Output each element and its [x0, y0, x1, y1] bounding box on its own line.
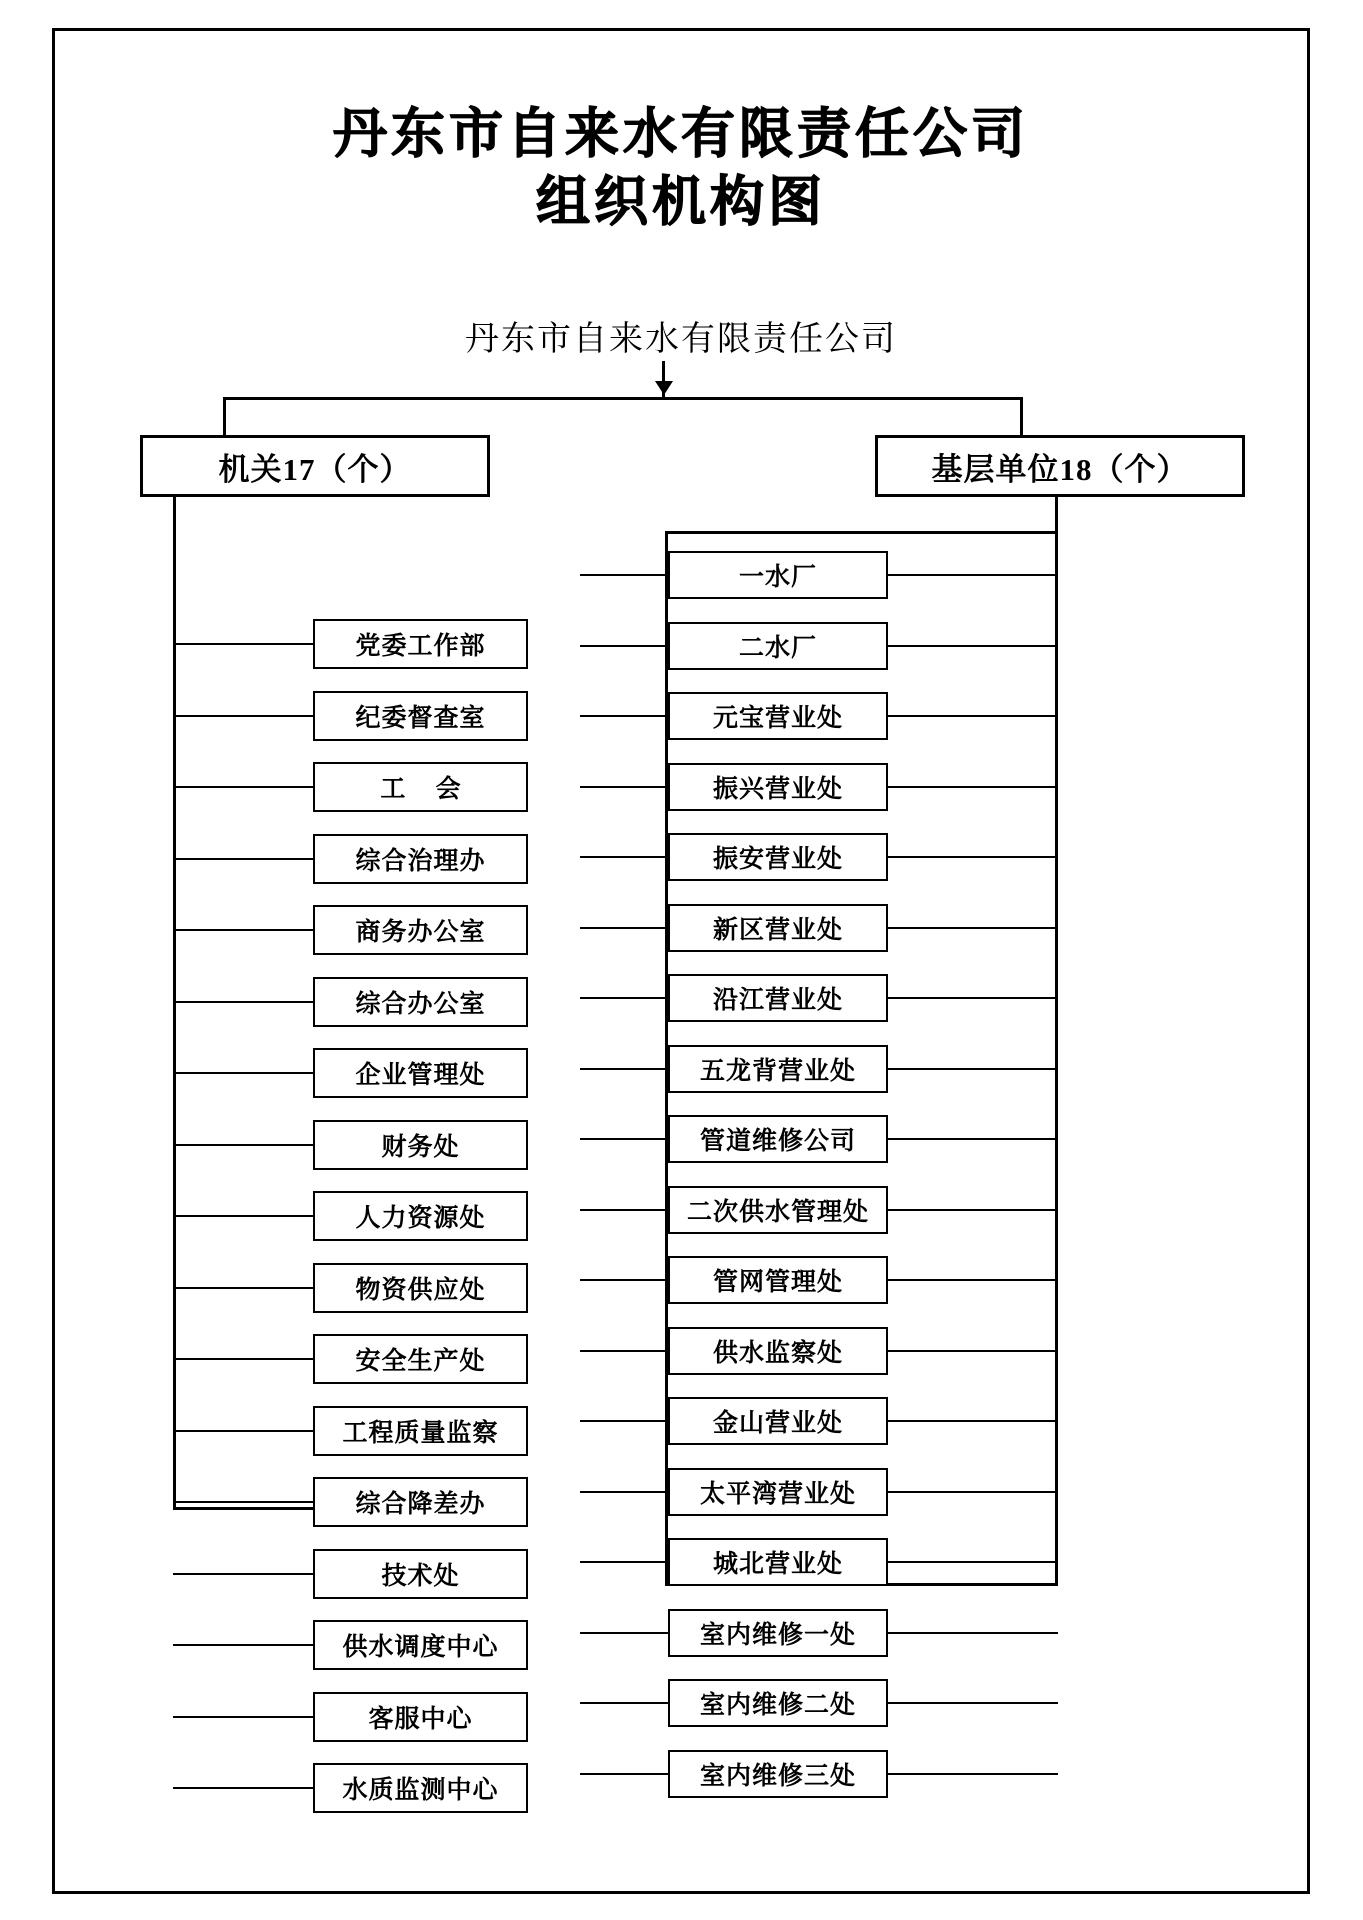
right-connector-right-7: [888, 1068, 1058, 1070]
node-label: 财务处: [381, 1133, 460, 1161]
node-right-5[interactable]: [668, 904, 888, 952]
org-chart-frame: [52, 28, 1310, 1894]
node-label: 工程质量监察: [342, 1419, 499, 1447]
node-label: 新区营业处: [712, 916, 843, 944]
left-connector-16: [173, 1787, 313, 1789]
node-label: 室内维修一处: [699, 1621, 856, 1649]
node-label: 室内维修二处: [699, 1692, 856, 1719]
node-left-6[interactable]: [313, 1048, 528, 1098]
node-right-12[interactable]: [668, 1397, 888, 1445]
group-box-left[interactable]: [140, 435, 490, 497]
node-left-10[interactable]: [313, 1334, 528, 1384]
node-left-1[interactable]: [313, 691, 528, 741]
node-right-17[interactable]: [668, 1750, 888, 1798]
node-label: 室内维修三处: [699, 1762, 856, 1790]
right-connector-9: [580, 1209, 670, 1211]
node-label: 沿江营业处: [712, 987, 843, 1014]
node-label: 太平湾营业处: [699, 1480, 856, 1508]
node-label: 管道维修公司: [699, 1128, 856, 1155]
node-label: 综合治理办: [355, 847, 486, 875]
right-connector-4: [580, 856, 670, 858]
node-left-3[interactable]: [313, 834, 528, 884]
node-label: 二水厂: [738, 634, 817, 662]
right-connector-right-0: [888, 574, 1058, 576]
node-label: 商务办公室: [355, 919, 486, 946]
right-connector-right-17: [888, 1773, 1058, 1775]
node-left-16[interactable]: [313, 1763, 528, 1813]
group-left-label: 机关17（个）: [218, 451, 412, 487]
right-connector-10: [580, 1279, 670, 1281]
right-connector-16: [580, 1702, 670, 1704]
node-right-2[interactable]: [668, 692, 888, 740]
left-connector-15: [173, 1716, 313, 1718]
node-right-9[interactable]: [668, 1186, 888, 1234]
node-label: 振兴营业处: [712, 775, 843, 803]
node-label: 工 会: [380, 776, 473, 803]
right-connector-8: [580, 1138, 670, 1140]
right-connector-7: [580, 1068, 670, 1070]
node-right-10[interactable]: [668, 1256, 888, 1304]
left-connector-1: [173, 715, 313, 717]
node-right-13[interactable]: [668, 1468, 888, 1516]
node-right-3[interactable]: [668, 763, 888, 811]
right-spine-top-link: [665, 531, 1058, 534]
left-connector-6: [173, 1072, 313, 1074]
right-connector-right-14: [888, 1561, 1058, 1563]
node-label: 元宝营业处: [712, 705, 843, 732]
right-connector-right-12: [888, 1420, 1058, 1422]
right-connector-right-3: [888, 786, 1058, 788]
right-connector-right-4: [888, 856, 1058, 858]
node-left-14[interactable]: [313, 1620, 528, 1670]
right-connector-11: [580, 1350, 670, 1352]
right-connector-right-2: [888, 715, 1058, 717]
left-connector-10: [173, 1358, 313, 1360]
left-connector-12: [173, 1501, 313, 1503]
node-right-11[interactable]: [668, 1327, 888, 1375]
right-connector-right-5: [888, 927, 1058, 929]
group-bus-horizontal: [223, 397, 1023, 400]
node-left-5[interactable]: [313, 977, 528, 1027]
node-label: 振安营业处: [712, 846, 843, 873]
node-label: 物资供应处: [355, 1276, 486, 1304]
right-connector-3: [580, 786, 670, 788]
node-right-14[interactable]: [668, 1538, 888, 1586]
node-label: 纪委督查室: [355, 704, 486, 732]
node-right-0[interactable]: [668, 551, 888, 599]
node-label: 一水厂: [738, 564, 817, 591]
right-connector-14: [580, 1561, 670, 1563]
node-label: 城北营业处: [712, 1551, 843, 1578]
node-right-16[interactable]: [668, 1679, 888, 1727]
right-group-drop: [1020, 397, 1023, 435]
left-connector-14: [173, 1644, 313, 1646]
node-label: 供水监察处: [712, 1339, 843, 1367]
node-right-6[interactable]: [668, 974, 888, 1022]
node-label: 技术处: [381, 1562, 460, 1590]
right-connector-6: [580, 997, 670, 999]
group-right-label: 基层单位18（个）: [931, 451, 1189, 487]
left-connector-13: [173, 1573, 313, 1575]
right-connector-13: [580, 1491, 670, 1493]
right-connector-15: [580, 1632, 670, 1634]
root-node-label: 丹东市自来水有限责任公司: [465, 321, 897, 358]
node-left-8[interactable]: [313, 1191, 528, 1241]
right-connector-right-15: [888, 1632, 1058, 1634]
right-connector-right-13: [888, 1491, 1058, 1493]
left-spine-foot: [173, 1507, 333, 1510]
right-connector-0: [580, 574, 670, 576]
node-label: 金山营业处: [712, 1410, 843, 1437]
chart-title-line-1: 丹东市自来水有限责任公司: [333, 104, 1029, 164]
node-right-7[interactable]: [668, 1045, 888, 1093]
node-label: 安全生产处: [355, 1348, 486, 1375]
node-right-15[interactable]: [668, 1609, 888, 1657]
left-connector-0: [173, 643, 313, 645]
right-connector-right-10: [888, 1279, 1058, 1281]
left-connector-3: [173, 858, 313, 860]
node-right-8[interactable]: [668, 1115, 888, 1163]
right-connector-right-16: [888, 1702, 1058, 1704]
right-connector-1: [580, 645, 670, 647]
node-label: 五龙背营业处: [699, 1057, 856, 1085]
left-connector-7: [173, 1144, 313, 1146]
node-label: 客服中心: [368, 1705, 473, 1733]
chart-title-line-2: 组织机构图: [536, 171, 826, 232]
node-label: 综合降差办: [355, 1491, 486, 1518]
left-connector-9: [173, 1287, 313, 1289]
node-left-12[interactable]: [313, 1477, 528, 1527]
node-left-13[interactable]: [313, 1549, 528, 1599]
node-left-2[interactable]: [313, 762, 528, 812]
left-connector-11: [173, 1430, 313, 1432]
node-label: 人力资源处: [355, 1205, 486, 1232]
right-connector-right-8: [888, 1138, 1058, 1140]
node-label: 二次供水管理处: [686, 1198, 869, 1226]
node-left-9[interactable]: [313, 1263, 528, 1313]
right-connector-17: [580, 1773, 670, 1775]
right-connector-2: [580, 715, 670, 717]
right-connector-right-11: [888, 1350, 1058, 1352]
left-connector-2: [173, 786, 313, 788]
node-left-11[interactable]: [313, 1406, 528, 1456]
right-connector-right-9: [888, 1209, 1058, 1211]
left-connector-5: [173, 1001, 313, 1003]
node-label: 综合办公室: [355, 990, 486, 1018]
node-left-0[interactable]: [313, 619, 528, 669]
root-arrow-icon: [655, 381, 673, 395]
chart-title: [55, 101, 1307, 236]
left-connector-8: [173, 1215, 313, 1217]
node-label: 企业管理处: [355, 1062, 486, 1089]
right-connector-right-6: [888, 997, 1058, 999]
node-label: 党委工作部: [355, 633, 486, 660]
node-left-7[interactable]: [313, 1120, 528, 1170]
group-box-right[interactable]: [875, 435, 1245, 497]
left-group-drop: [223, 397, 226, 435]
right-spine-outer: [1055, 497, 1058, 1586]
node-right-1[interactable]: [668, 622, 888, 670]
node-left-4[interactable]: [313, 905, 528, 955]
node-label: 供水调度中心: [342, 1634, 499, 1661]
right-connector-5: [580, 927, 670, 929]
left-connector-4: [173, 929, 313, 931]
node-right-4[interactable]: [668, 833, 888, 881]
node-label: 水质监测中心: [342, 1777, 499, 1804]
node-left-15[interactable]: [313, 1692, 528, 1742]
node-label: 管网管理处: [712, 1269, 843, 1296]
right-connector-right-1: [888, 645, 1058, 647]
right-connector-12: [580, 1420, 670, 1422]
